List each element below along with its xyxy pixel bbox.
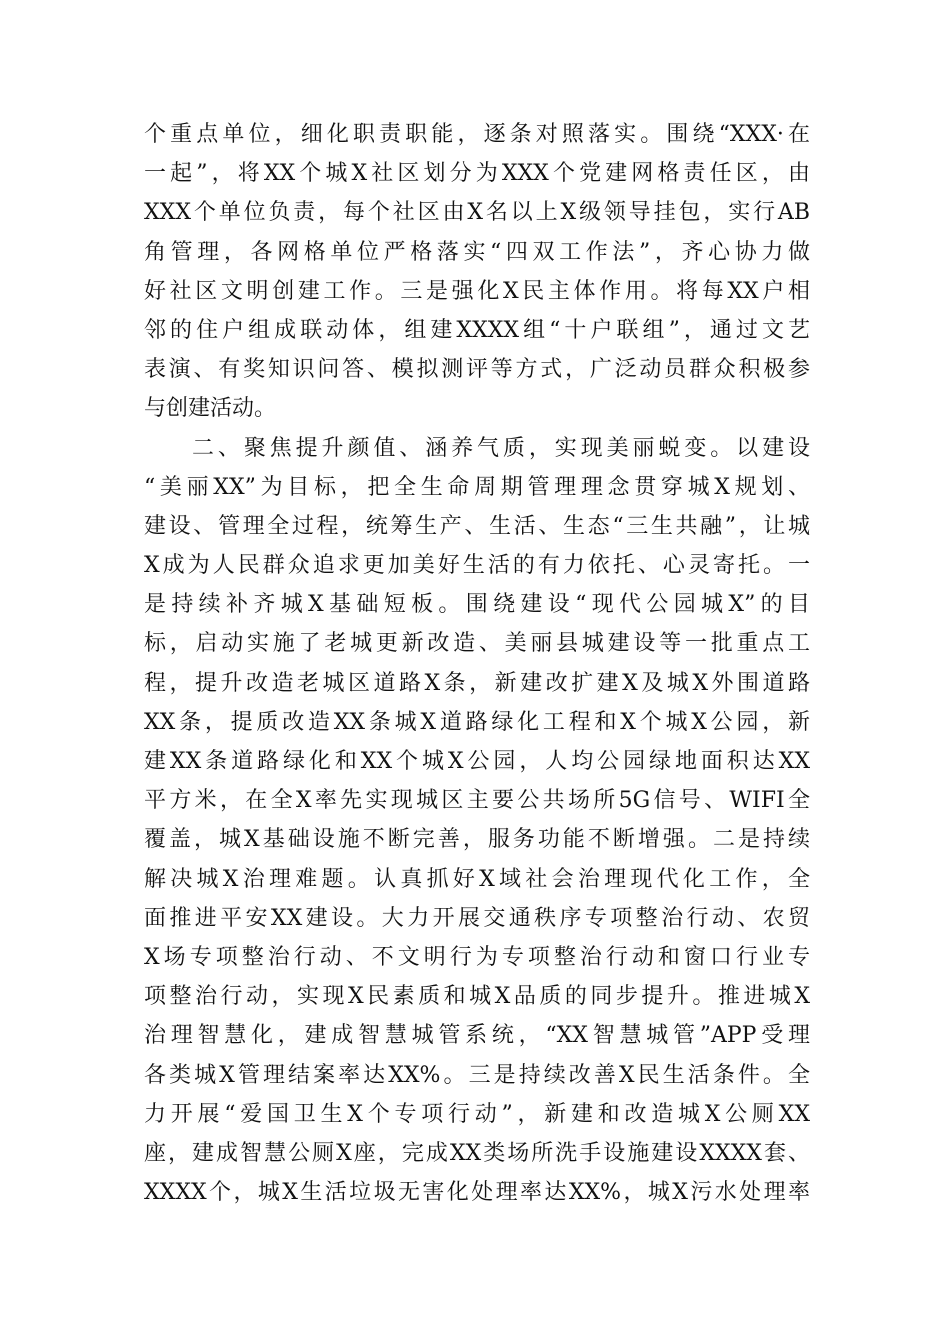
text-line: 覆盖，城X基础设施不断完善，服务功能不断增强。二是持续 — [144, 827, 810, 853]
text-line: 个重点单位，细化职责职能，逐条对照落实。围绕“XXX·在 — [144, 122, 810, 147]
text-line: 建设、管理全过程，统筹生产、生活、生态“三生共融”，让城 — [144, 513, 810, 539]
text-line: 建XX条道路绿化和XX个城X公园，人均公园绿地面积达XX — [144, 749, 810, 774]
text-line: 面推进平安XX建设。大力开展交通秩序专项整治行动、农贸 — [144, 905, 810, 931]
text-line: X场专项整治行动、不文明行为专项整治行动和窗口行业专 — [144, 944, 810, 970]
text-line: 标，启动实施了老城更新改造、美丽县城建设等一批重点工 — [144, 631, 810, 657]
text-line: 项整治行动，实现X民素质和城X品质的同步提升。推进城X — [144, 984, 810, 1010]
text-line: 平方米，在全X率先实现城区主要公共场所5G信号、WIFI全 — [144, 788, 810, 814]
text-line: X成为人民群众追求更加美好生活的有力依托、心灵寄托。一 — [144, 553, 810, 579]
text-line: 是持续补齐城X基础短板。围绕建设“现代公园城X”的目 — [144, 592, 810, 618]
text-line: 各类城X管理结案率达XX%。三是持续改善X民生活条件。全 — [144, 1062, 810, 1088]
text-line: “美丽XX”为目标，把全生命周期管理理念贯穿城X规划、 — [144, 474, 810, 500]
section-heading-line: 二、聚焦提升颜值、涵养气质，实现美丽蜕变。以建设 — [192, 435, 810, 461]
text-line: 解决城X治理难题。认真抓好X域社会治理现代化工作，全 — [144, 866, 810, 892]
text-line: 座，建成智慧公厕X座，完成XX类场所洗手设施建设XXXX套、 — [144, 1140, 810, 1166]
text-line-last: 与创建活动。 — [144, 396, 277, 422]
text-line: 好社区文明创建工作。三是强化X民主体作用。将每XX户相 — [144, 278, 810, 304]
text-line: 治理智慧化，建成智慧城管系统，“XX智慧城管”APP受理 — [144, 1023, 810, 1049]
text-line: 表演、有奖知识问答、模拟测评等方式，广泛动员群众积极参 — [144, 357, 810, 383]
text-line: 邻的住户组成联动体，组建XXXX组“十户联组”，通过文艺 — [144, 317, 810, 343]
text-line: XXX个单位负责，每个社区由X名以上X级领导挂包，实行AB — [144, 200, 810, 226]
text-line: 角管理，各网格单位严格落实“四双工作法”，齐心协力做 — [144, 239, 810, 265]
text-line: 一起”，将XX个城X社区划分为XXX个党建网格责任区，由 — [144, 161, 810, 187]
text-line: 力开展“爱国卫生X个专项行动”，新建和改造城X公厕XX — [144, 1101, 810, 1127]
text-line: XX条，提质改造XX条城X道路绿化工程和X个城X公园，新 — [144, 709, 810, 735]
text-line: 程，提升改造老城区道路X条，新建改扩建X及城X外围道路 — [144, 670, 810, 696]
body-text — [144, 115, 810, 1212]
text-line: XXXX个，城X生活垃圾无害化处理率达XX%，城X污水处理率 — [144, 1180, 810, 1206]
